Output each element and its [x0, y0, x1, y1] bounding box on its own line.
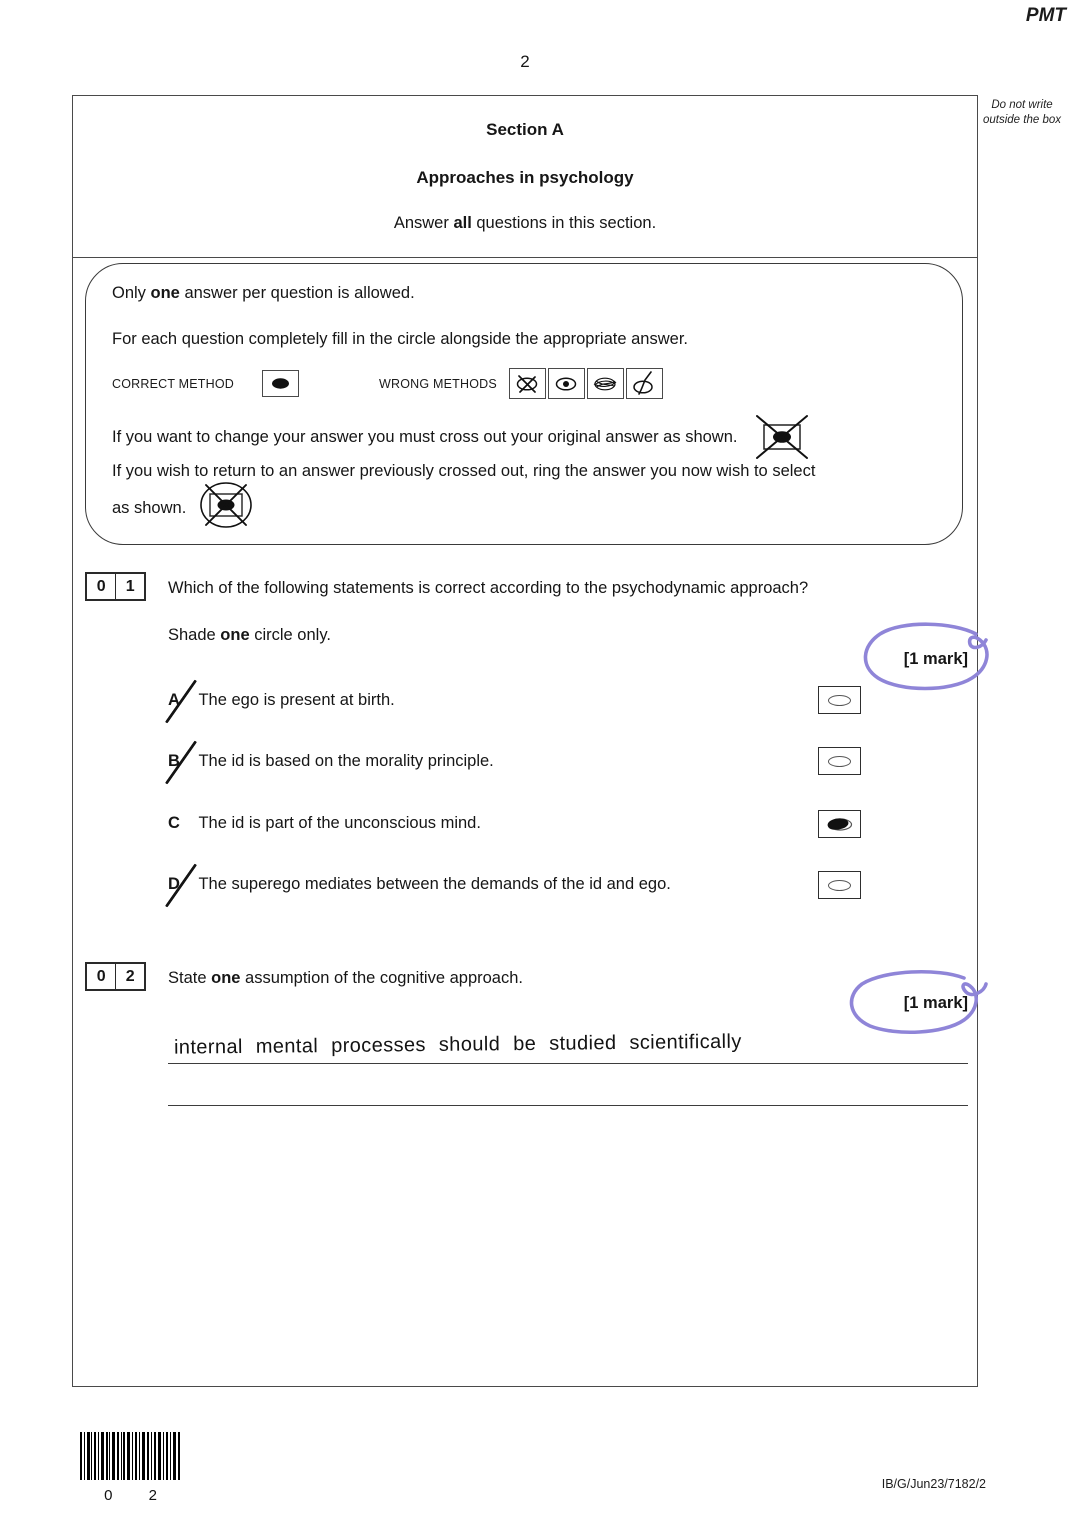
pmt-watermark: PMT: [1025, 5, 1066, 26]
wrong-method-crossed: [509, 368, 546, 399]
empty-oval-icon: [828, 880, 851, 891]
change-answer-row: [112, 414, 809, 460]
option-a-letter-text: A: [168, 691, 180, 709]
correct-method-example: [262, 370, 299, 397]
option-b-text: The id is based on the morality principle.: [198, 752, 494, 770]
option-c-text: The id is part of the unconscious mind.: [198, 814, 481, 832]
question-2-digit-0: 0: [96, 967, 106, 985]
barcode-label: 0 2: [104, 1487, 173, 1504]
dotted-circle-icon: [551, 372, 581, 396]
barcode-icon: [80, 1432, 181, 1480]
page-number: 2: [520, 52, 530, 71]
option-row-b: [168, 752, 868, 771]
question-1-number-box: [85, 572, 146, 601]
option-row-d: [168, 875, 868, 894]
option-c-answer-circle[interactable]: [818, 810, 861, 838]
option-c-letter-text: C: [168, 814, 180, 832]
barcode-block: [80, 1432, 181, 1504]
return-answer-block: [112, 462, 815, 531]
question-2-text-bold: one: [211, 969, 241, 987]
return-answer-text-line1: If you wish to return to an answer previously crossed out, ring the answer you now wish to select: [112, 462, 816, 480]
option-d-letter-text: D: [168, 875, 180, 893]
instruction-line-1-pre: Only: [112, 284, 151, 302]
ticked-circle-icon: [629, 370, 659, 398]
question-2-text: [168, 969, 868, 988]
header-separator: [72, 257, 978, 258]
option-d-letter: [168, 875, 194, 894]
methods-row: [112, 368, 663, 399]
option-d-answer-circle[interactable]: [818, 871, 861, 899]
instruction-line-2: For each question completely fill in the circle alongside the appropriate answer.: [112, 330, 688, 348]
option-b-letter: [168, 752, 194, 771]
question-2-text-pre: State: [168, 969, 212, 987]
question-2-marks: [1 mark]: [903, 994, 968, 1012]
do-not-write-note: Do not write outside the box: [982, 99, 1061, 126]
crossed-out-answer-icon: [755, 414, 809, 460]
crossed-circle-icon: [512, 372, 542, 396]
wrong-method-scribbled: [587, 368, 624, 399]
section-instruction-pre: Answer: [393, 214, 454, 232]
question-2-number-box: [85, 962, 146, 991]
return-answer-row2: [112, 485, 815, 531]
option-d-text: The superego mediates between the demands of the id and ego.: [198, 875, 671, 893]
question-1-text: Which of the following statements is correct according to the psychodynamic approach?: [168, 579, 809, 597]
section-instruction: [72, 214, 978, 233]
scribbled-circle-icon: [590, 372, 620, 396]
empty-oval-icon: [828, 756, 851, 767]
option-b-letter-text: B: [168, 752, 180, 770]
shaded-oval-icon: [820, 812, 860, 837]
handwritten-answer: internal mental processes should be studied scientifically: [173, 1030, 742, 1059]
paper-reference-code: IB/G/Jun23/7182/2: [881, 1477, 986, 1491]
correct-method-label: CORRECT METHOD: [112, 376, 235, 391]
question-1-shade-instruction: [168, 626, 331, 645]
section-instruction-post: questions in this section.: [471, 214, 657, 232]
option-a-text: The ego is present at birth.: [198, 691, 395, 709]
answer-line-1[interactable]: [168, 1063, 968, 1064]
shade-pre: Shade: [168, 626, 221, 644]
option-a-letter: [168, 691, 194, 710]
question-2-text-post: assumption of the cognitive approach.: [240, 969, 523, 987]
question-1-digit-1: 1: [115, 574, 144, 599]
shade-bold: one: [220, 626, 250, 644]
section-instruction-bold: all: [453, 214, 472, 232]
change-answer-text: If you want to change your answer you must cross out your original answer as shown.: [112, 427, 738, 446]
instruction-line-1: [112, 284, 415, 303]
question-1-digit-0: 0: [96, 577, 106, 595]
ringed-answer-icon: [198, 479, 254, 531]
option-row-c: [168, 814, 868, 833]
section-title: Section A: [486, 120, 564, 139]
wrong-methods-examples: [509, 368, 663, 399]
section-subtitle: Approaches in psychology: [416, 168, 634, 187]
return-answer-text-line2: as shown.: [112, 498, 187, 517]
empty-oval-icon: [828, 695, 851, 706]
filled-circle-icon: [268, 376, 293, 391]
instruction-line-1-bold: one: [150, 284, 180, 302]
instruction-line-1-post: answer per question is allowed.: [179, 284, 415, 302]
option-b-answer-circle[interactable]: [818, 747, 861, 775]
option-row-a: [168, 691, 868, 710]
wrong-method-dotted: [548, 368, 585, 399]
question-2-digit-1: 2: [115, 964, 144, 989]
shade-post: circle only.: [249, 626, 331, 644]
option-a-answer-circle[interactable]: [818, 686, 861, 714]
question-1-marks: [1 mark]: [903, 650, 968, 668]
wrong-method-ticked: [626, 368, 663, 399]
answer-line-2[interactable]: [168, 1105, 968, 1106]
wrong-methods-label: WRONG METHODS: [379, 376, 497, 391]
option-c-letter: [168, 814, 194, 833]
answer-method-instructions-box: [85, 263, 963, 545]
